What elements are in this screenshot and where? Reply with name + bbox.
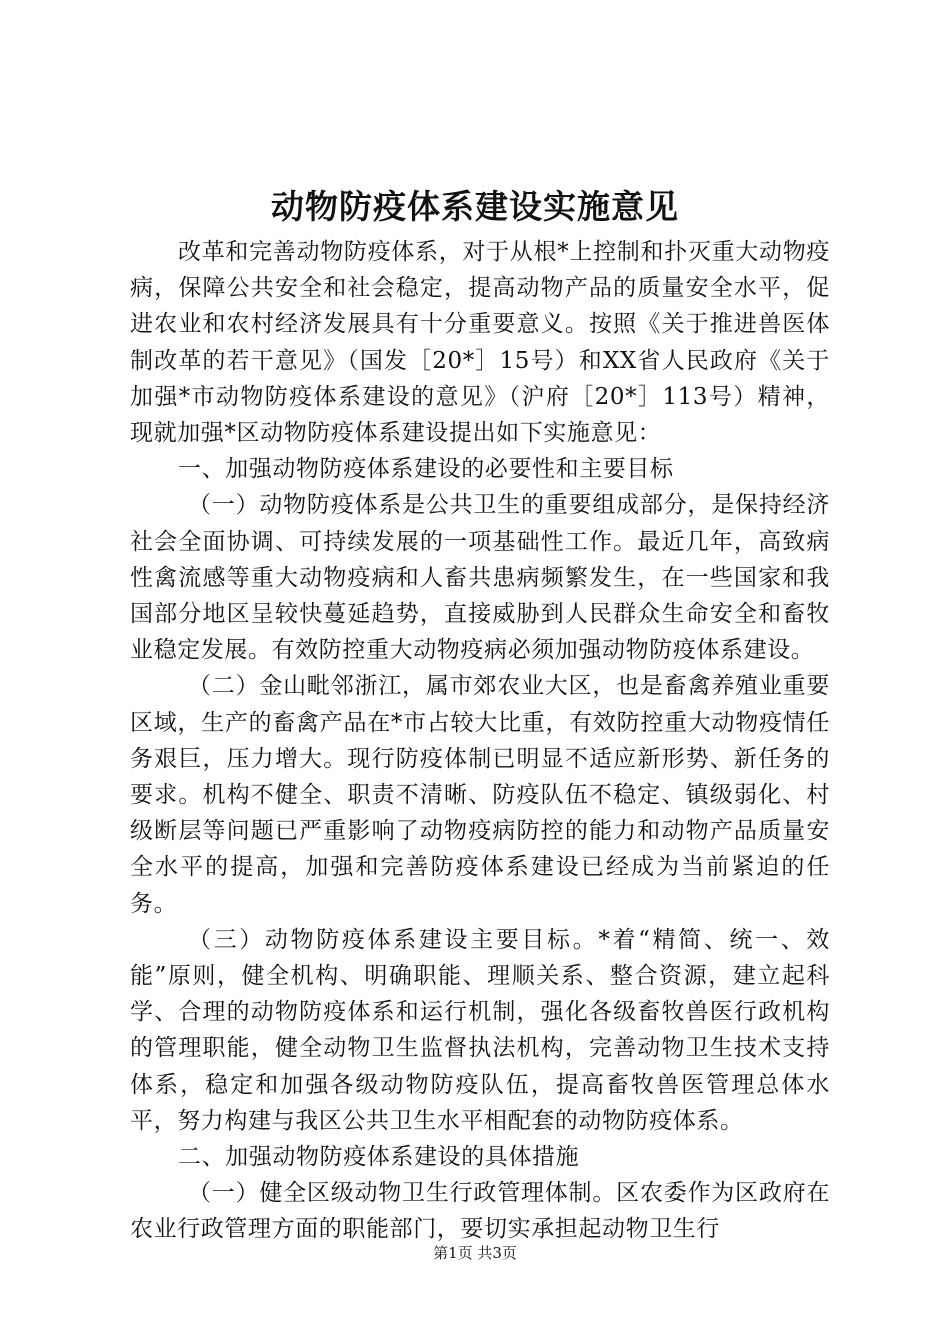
paragraph-1-3: （三）动物防疫体系建设主要目标。*着“精简、统一、效能”原则，健全机构、明确职能、理顺关系、整合资源，建立起科学、合理的动物防疫体系和运行机制，强化各级畜牧兽医行政机构的管理职能，健全动物卫生监督执法机构，完善动物卫生技术支持体系，稳定和加强各级动物防疫队伍，提高畜牧兽医管理总体水平，努力构建与我区公共卫生水平相配套的动物防疫体系。 xyxy=(130,926,830,1134)
paragraph-intro: 改革和完善动物防疫体系，对于从根*上控制和扑灭重大动物疫病，保障公共安全和社会稳定，提高动物产品的质量安全水平，促进农业和农村经济发展具有十分重要意义。按照《关于推进兽医体制改革的若干意见》（国发［20*］15号）和XX省人民政府《关于加强*市动物防疫体系建设的意见》（沪府［20*］113号）精神，现就加强*区动物防疫体系建设提出如下实施意见： xyxy=(130,239,830,447)
page-footer: 第1页 共3页 xyxy=(433,1244,517,1262)
paragraph-2-1: （一）健全区级动物卫生行政管理体制。区农委作为区政府在农业行政管理方面的职能部门，要切实承担起动物卫生行 xyxy=(130,1180,830,1243)
document-title: 动物防疫体系建设实施意见 xyxy=(271,187,679,226)
document-body xyxy=(130,234,830,1248)
section-heading-2: 二、加强动物防疫体系建设的具体措施 xyxy=(178,1144,580,1171)
paragraph-1-2: （二）金山毗邻浙江，属市郊农业大区，也是畜禽养殖业重要区域，生产的畜禽产品在*市占较大比重，有效防控重大动物疫情任务艰巨，压力增大。现行防疫体制已明显不适应新形势、新任务的要求。机构不健全、职责不清晰、防疫队伍不稳定、镇级弱化、村级断层等问题已严重影响了动物疫病防控的能力和动物产品质量安全水平的提高，加强和完善防疫体系建设已经成为当前紧迫的任务。 xyxy=(130,673,830,917)
paragraph-1-1: （一）动物防疫体系是公共卫生的重要组成部分，是保持经济社会全面协调、可持续发展的一项基础性工作。最近几年，高致病性禽流感等重大动物疫病和人畜共患病频繁发生，在一些国家和我国部分地区呈较快蔓延趋势，直接威胁到人民群众生命安全和畜牧业稳定发展。有效防控重大动物疫病必须加强动物防疫体系建设。 xyxy=(130,492,830,664)
section-heading-1: 一、加强动物防疫体系建设的必要性和主要目标 xyxy=(178,456,674,483)
